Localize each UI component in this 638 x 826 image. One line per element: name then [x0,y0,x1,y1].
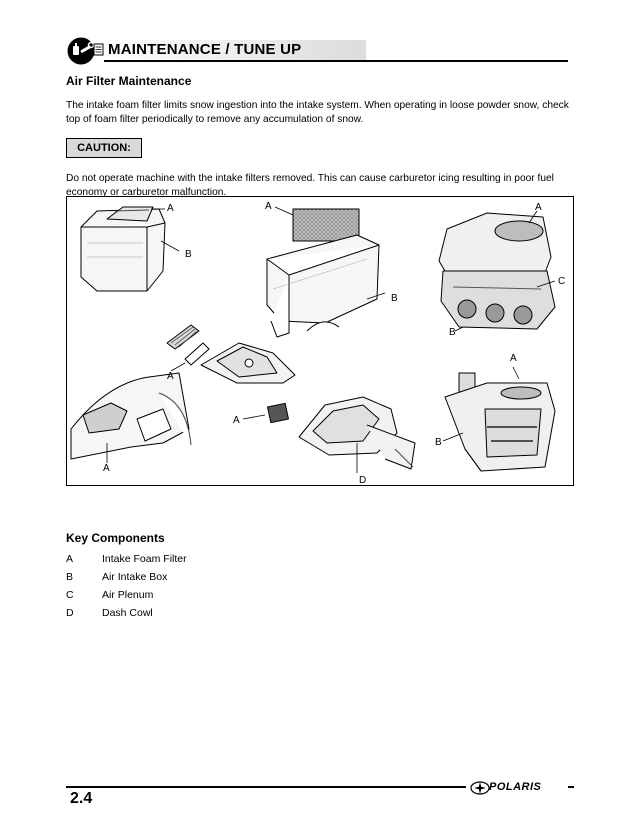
key-components-title: Key Components [66,531,165,545]
key-letter: B [66,571,74,583]
section-title: Air Filter Maintenance [66,74,192,88]
page-number: 2.4 [70,790,93,807]
intake-box-illustration-1 [81,207,165,291]
brand-logo-text: POLARIS [489,781,542,793]
callout-b: B [391,293,398,304]
key-letter: D [66,607,74,619]
callout-a: A [510,353,517,364]
intake-box-illustration-2 [267,209,379,337]
footer-rule [66,786,466,788]
caution-line-1: Do not operate machine with the intake filters removed. This can cause carburetor icing resulting in poor fuel [66,173,554,184]
callout-a: A [265,201,272,212]
callout-c: C [558,276,566,287]
intro-paragraph [66,99,578,126]
key-name: Air Intake Box [102,571,168,583]
callout-b: B [449,327,456,338]
callout-b: B [185,249,192,260]
callout-a: A [167,371,174,382]
caution-paragraph [66,172,578,199]
hood-intake-illustration [71,373,191,459]
callout-a: A [103,463,110,474]
component-illustrations [67,197,575,487]
dash-cowl-illustration-1 [201,343,295,383]
caution-line-2: economy or carburetor malfunction. [66,186,227,198]
key-name: Air Plenum [102,589,154,601]
intro-line-2: top of foam filter periodically to remove any accumulation of snow. [66,113,364,125]
key-letter: A [66,553,74,565]
wrench-tools-icon [66,36,104,66]
engine-airbox-illustration [439,213,555,329]
callout-a: A [535,202,542,213]
callout-a: A [167,203,174,214]
header-rule [104,60,568,62]
air-filter-figure [66,196,574,486]
key-letter: C [66,589,74,601]
callout-a: A [233,415,240,426]
key-name: Intake Foam Filter [102,553,187,565]
callout-b: B [435,437,442,448]
caution-badge: CAUTION: [66,138,142,158]
filter-grille-illustration [167,325,209,365]
engine-airbox-illustration-2 [445,373,555,471]
page-header-title: MAINTENANCE / TUNE UP [108,41,302,58]
key-name: Dash Cowl [102,607,153,619]
dash-cowl-illustration-2 [268,397,415,469]
intro-line-1: The intake foam filter limits snow ingestion into the intake system. When operating in loose powder snow, check [66,100,569,111]
callout-d: D [359,475,367,486]
